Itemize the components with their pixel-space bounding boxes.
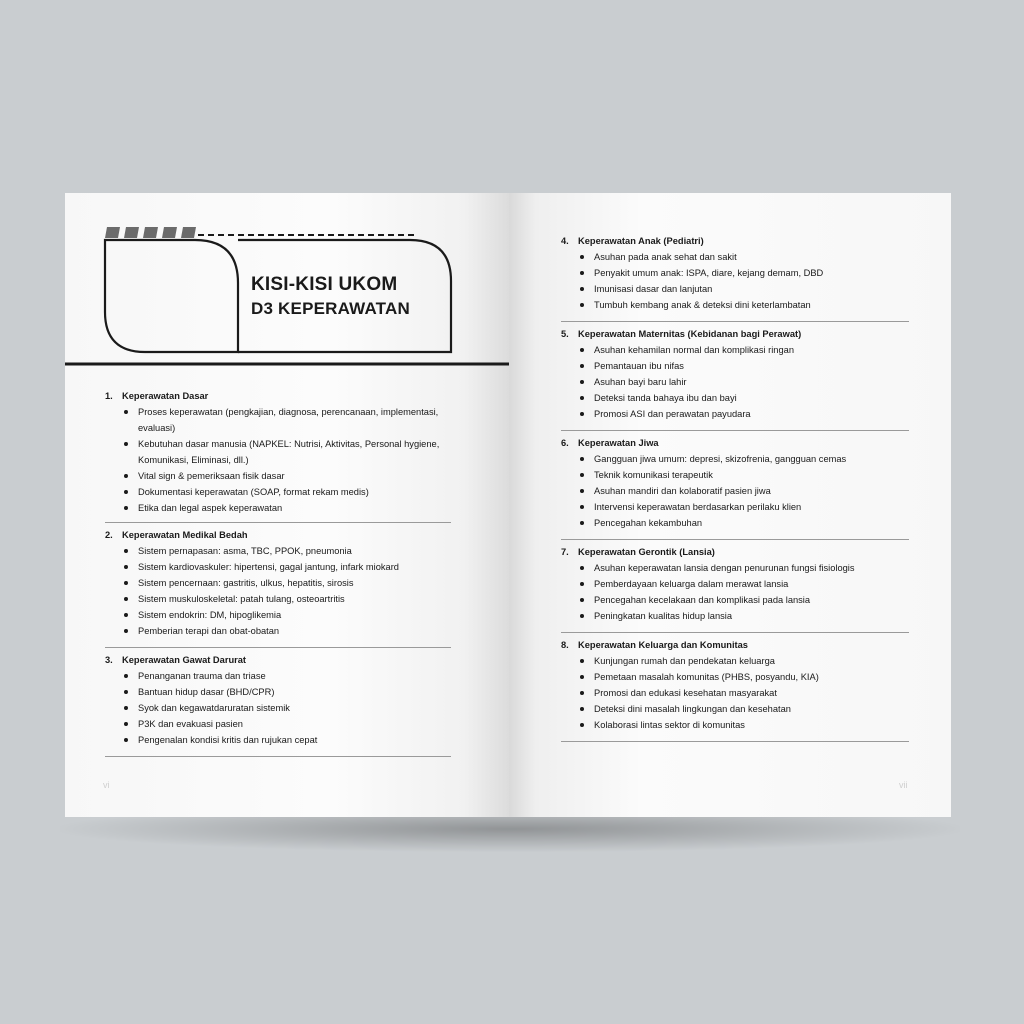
book-title-line-1: KISI-KISI UKOM bbox=[251, 274, 398, 295]
list-item: Deteksi tanda bahaya ibu dan bayi bbox=[561, 390, 921, 406]
list-item: Etika dan legal aspek keperawatan bbox=[105, 500, 455, 516]
list-item: Intervensi keperawatan berdasarkan perilaku klien bbox=[561, 499, 921, 515]
section-heading: 2. Keperawatan Medikal Bedah bbox=[105, 530, 248, 540]
list-item: Sistem muskuloskeletal: patah tulang, osteoartritis bbox=[105, 591, 455, 607]
section-heading: 4. Keperawatan Anak (Pediatri) bbox=[561, 236, 704, 246]
left-page bbox=[65, 193, 509, 817]
list-item: Pengenalan kondisi kritis dan rujukan cepat bbox=[105, 732, 455, 748]
section-heading: 6. Keperawatan Jiwa bbox=[561, 438, 659, 448]
list-item: Pemberian terapi dan obat-obatan bbox=[105, 623, 455, 639]
list-item: Deteksi dini masalah lingkungan dan kesehatan bbox=[561, 701, 921, 717]
list-item: Promosi dan edukasi kesehatan masyarakat bbox=[561, 685, 921, 701]
list-item: Asuhan bayi baru lahir bbox=[561, 374, 921, 390]
section-keperawatan-dasar bbox=[105, 388, 455, 516]
list-item: Syok dan kegawatdaruratan sistemik bbox=[105, 700, 455, 716]
list-item: Penyakit umum anak: ISPA, diare, kejang demam, DBD bbox=[561, 265, 921, 281]
section-list bbox=[561, 653, 921, 733]
list-item: Vital sign & pemeriksaan fisik dasar bbox=[105, 468, 455, 484]
list-item: Kolaborasi lintas sektor di komunitas bbox=[561, 717, 921, 733]
section-list bbox=[561, 249, 921, 313]
list-item: P3K dan evakuasi pasien bbox=[105, 716, 455, 732]
section-divider bbox=[561, 321, 909, 322]
section-keperawatan-anak bbox=[561, 233, 921, 313]
list-item: Pemberdayaan keluarga dalam merawat lansia bbox=[561, 576, 921, 592]
section-divider bbox=[105, 522, 451, 523]
section-list bbox=[105, 543, 455, 639]
section-heading: 5. Keperawatan Maternitas (Kebidanan bagi Perawat) bbox=[561, 329, 802, 339]
page-number-left: vi bbox=[103, 780, 110, 790]
section-heading: 7. Keperawatan Gerontik (Lansia) bbox=[561, 547, 715, 557]
section-keperawatan-jiwa bbox=[561, 435, 921, 531]
book-title bbox=[251, 273, 491, 321]
list-item: Pencegahan kekambuhan bbox=[561, 515, 921, 531]
list-item: Asuhan pada anak sehat dan sakit bbox=[561, 249, 921, 265]
list-item: Kebutuhan dasar manusia (NAPKEL: Nutrisi, Aktivitas, Personal hygiene, Komunikasi, Eliminasi, dll.) bbox=[105, 436, 455, 468]
section-keperawatan-gawat-darurat bbox=[105, 652, 455, 748]
section-divider bbox=[561, 632, 909, 633]
list-item: Pemetaan masalah komunitas (PHBS, posyandu, KIA) bbox=[561, 669, 921, 685]
section-heading: 8. Keperawatan Keluarga dan Komunitas bbox=[561, 640, 748, 650]
list-item: Teknik komunikasi terapeutik bbox=[561, 467, 921, 483]
section-divider bbox=[105, 756, 451, 757]
list-item: Imunisasi dasar dan lanjutan bbox=[561, 281, 921, 297]
list-item: Sistem pencernaan: gastritis, ulkus, hepatitis, sirosis bbox=[105, 575, 455, 591]
list-item: Gangguan jiwa umum: depresi, skizofrenia, gangguan cemas bbox=[561, 451, 921, 467]
list-item: Asuhan kehamilan normal dan komplikasi ringan bbox=[561, 342, 921, 358]
list-item: Pemantauan ibu nifas bbox=[561, 358, 921, 374]
section-list bbox=[561, 451, 921, 531]
list-item: Peningkatan kualitas hidup lansia bbox=[561, 608, 921, 624]
list-item: Dokumentasi keperawatan (SOAP, format rekam medis) bbox=[105, 484, 455, 500]
section-list bbox=[105, 404, 455, 516]
section-divider bbox=[561, 539, 909, 540]
list-item: Sistem kardiovaskuler: hipertensi, gagal jantung, infark miokard bbox=[105, 559, 455, 575]
list-item: Tumbuh kembang anak & deteksi dini keterlambatan bbox=[561, 297, 921, 313]
section-list bbox=[561, 342, 921, 422]
list-item: Sistem pernapasan: asma, TBC, PPOK, pneumonia bbox=[105, 543, 455, 559]
list-item: Asuhan keperawatan lansia dengan penurunan fungsi fisiologis bbox=[561, 560, 921, 576]
section-keperawatan-maternitas bbox=[561, 326, 921, 422]
section-keperawatan-gerontik bbox=[561, 544, 921, 624]
section-divider bbox=[105, 647, 451, 648]
list-item: Promosi ASI dan perawatan payudara bbox=[561, 406, 921, 422]
list-item: Sistem endokrin: DM, hipoglikemia bbox=[105, 607, 455, 623]
decorative-tabs bbox=[105, 227, 196, 238]
section-divider bbox=[561, 430, 909, 431]
page-number-right: vii bbox=[899, 780, 908, 790]
right-page bbox=[509, 193, 951, 817]
list-item: Penanganan trauma dan triase bbox=[105, 668, 455, 684]
section-list bbox=[105, 668, 455, 748]
list-item: Asuhan mandiri dan kolaboratif pasien jiwa bbox=[561, 483, 921, 499]
section-list bbox=[561, 560, 921, 624]
section-keperawatan-medikal-bedah bbox=[105, 527, 455, 639]
section-divider bbox=[561, 741, 909, 742]
book-title-line-2: D3 KEPERAWATAN bbox=[251, 299, 410, 318]
list-item: Bantuan hidup dasar (BHD/CPR) bbox=[105, 684, 455, 700]
section-heading: 1. Keperawatan Dasar bbox=[105, 391, 209, 401]
section-heading: 3. Keperawatan Gawat Darurat bbox=[105, 655, 247, 665]
section-keperawatan-keluarga-komunitas bbox=[561, 637, 921, 733]
list-item: Proses keperawatan (pengkajian, diagnosa, perencanaan, implementasi, evaluasi) bbox=[105, 404, 455, 436]
list-item: Kunjungan rumah dan pendekatan keluarga bbox=[561, 653, 921, 669]
list-item: Pencegahan kecelakaan dan komplikasi pada lansia bbox=[561, 592, 921, 608]
